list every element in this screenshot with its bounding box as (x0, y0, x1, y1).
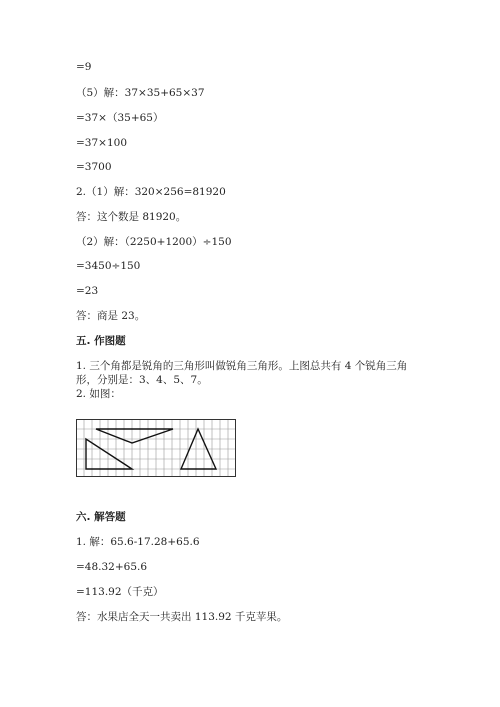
line-q5-result: =3700 (76, 161, 112, 173)
section-5-item-2: 2. 如图： (76, 388, 121, 400)
line-eq-9: =9 (76, 61, 92, 73)
section-6-line-1: 1. 解：65.6-17.28+65.6 (76, 536, 200, 548)
line-q2-2-answer: 答：商是 23。 (76, 310, 146, 322)
section-5-heading: 五. 作图题 (76, 335, 126, 347)
line-q2-2-solution: （2）解：（2250+1200）÷150 (76, 236, 232, 248)
line-q5-solution: （5）解：37×35+65×37 (76, 87, 205, 99)
obtuse-triangle (96, 429, 173, 443)
section-6-heading: 六. 解答题 (76, 511, 126, 523)
line-q2-2-result: =23 (76, 285, 99, 297)
section-6-line-3: =113.92（千克） (76, 586, 164, 598)
right-triangle (86, 439, 132, 469)
section-5-item-1: 1. 三个角都是锐角的三角形叫做锐角三角形。上图总共有 4 个锐角三角形，分别是：3、4、5、7。 (76, 360, 408, 386)
line-q2-2-step1: =3450÷150 (76, 260, 141, 272)
line-q2-1-solution: 2.（1）解：320×256=81920 (76, 186, 226, 198)
section-6-line-2: =48.32+65.6 (76, 561, 148, 573)
line-q5-step1: =37×（35+65） (76, 112, 164, 124)
section-6-line-4: 答：水果店全天一共卖出 113.92 千克苹果。 (76, 611, 288, 623)
line-q2-1-answer: 答：这个数是 81920。 (76, 211, 187, 223)
grid-figure (76, 419, 236, 477)
line-q5-step2: =37×100 (76, 137, 127, 149)
